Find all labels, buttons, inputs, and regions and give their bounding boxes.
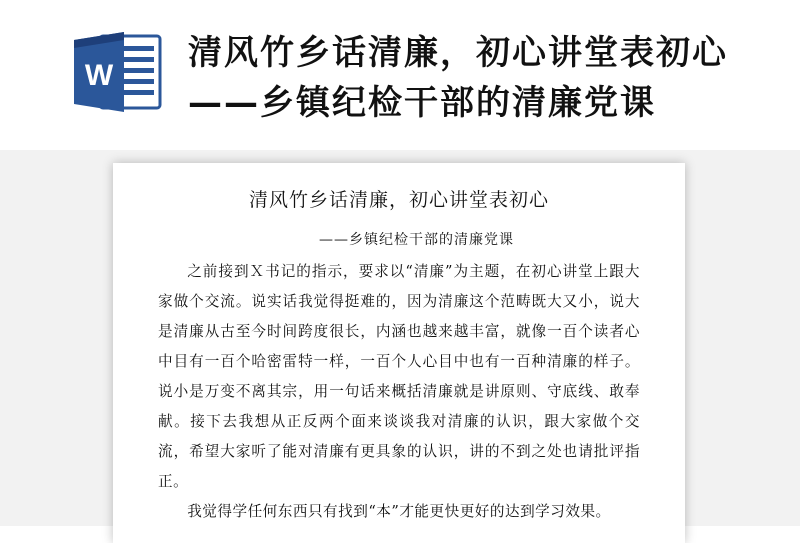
banner-title: 清风竹乡话清廉，初心讲堂表初心——乡镇纪检干部的清廉党课 [188, 33, 728, 123]
paragraph: 我觉得学任何东西只有找到“本”才能更快更好的达到学习效果。 [187, 503, 611, 520]
banner [0, 0, 800, 150]
paragraph: 之前接到Ｘ书记的指示，要求以“清廉”为主题，在初心讲堂上跟大家做个交流。说实话我觉得挺难的，因为清廉这个范畴既大又小，说大是清廉从古至今时间跨度很长，内涵也越来越丰富，就像一百个读者心中目有一百个哈密雷特一样，一百个人心目中也有一百种清廉的样子。说小是万变不离其宗，用一句话来概括清廉就是讲原则、守底线、敢奉献。接下去我想从正反两个面来谈谈我对清廉的认识，跟大家做个交流，希望大家听了能对清廉有更具象的认识，讲的不到之处也请批评指正。 [158, 263, 640, 490]
document-title: 清风竹乡话清廉，初心讲堂表初心 [248, 189, 549, 211]
word-icon [70, 30, 166, 114]
document-subtitle: ——乡镇纪检干部的清廉党课 [319, 232, 514, 248]
word-letter: W [84, 59, 114, 92]
document-page [113, 163, 685, 543]
document-body [158, 257, 640, 527]
